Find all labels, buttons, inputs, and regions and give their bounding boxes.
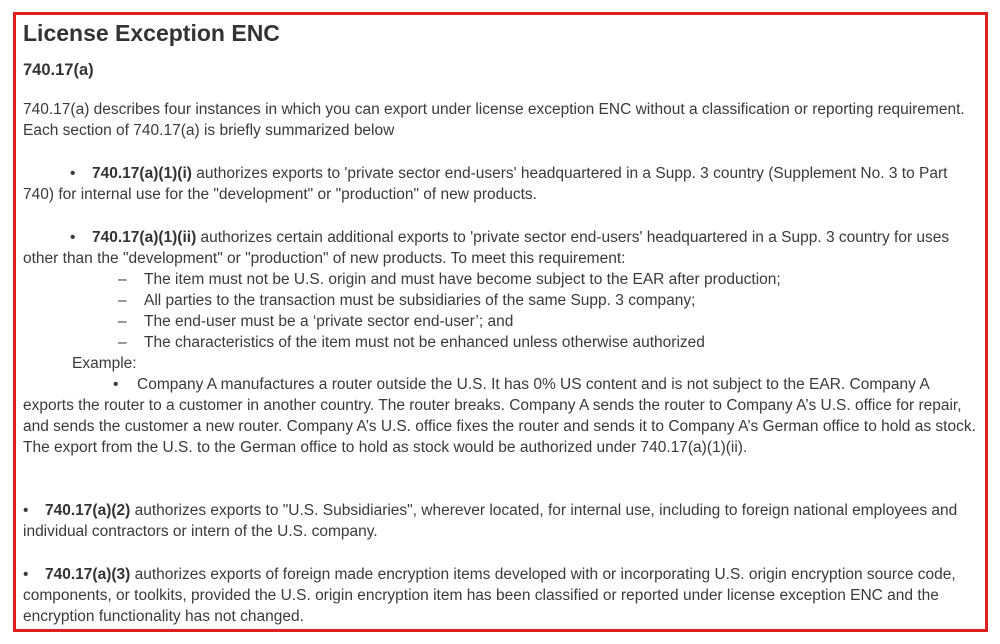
item-text: authorizes exports to 'private sector end-users' headquartered in a Supp. 3 country (Supplement No. 3 to Part 740) for internal use for the "development" or "production" of new products. [23, 165, 948, 203]
list-item-a3 [23, 564, 978, 627]
dash: – [118, 292, 127, 309]
requirement-item [23, 311, 978, 332]
requirement-text: The characteristics of the item must not be enhanced unless otherwise authorized [144, 334, 705, 351]
requirement-item [23, 290, 978, 311]
bullet: • [23, 502, 29, 519]
list-item-a1ii [23, 227, 978, 269]
list-item-a2 [23, 500, 978, 542]
requirement-text: The end-user must be a ‘private sector end-user’; and [144, 313, 514, 330]
document-body [23, 18, 978, 627]
reference: 740.17(a)(1)(ii) [92, 229, 197, 246]
item-text: authorizes exports of foreign made encryption items developed with or incorporating U.S. origin encryption source code, components, or toolkits, provided the U.S. origin encryption item has been classified or reported under license exception ENC and the encryption functionality has not changed. [23, 566, 956, 625]
reference: 740.17(a)(2) [45, 502, 131, 519]
requirement-text: All parties to the transaction must be subsidiaries of the same Supp. 3 company; [144, 292, 696, 309]
dash: – [118, 334, 127, 351]
dash: – [118, 313, 127, 330]
list-item-a1i [23, 163, 978, 205]
requirements-list [23, 269, 978, 353]
bullet: • [113, 376, 119, 393]
reference: 740.17(a)(3) [45, 566, 131, 583]
section-heading: 740.17(a) [23, 61, 94, 79]
dash: – [118, 271, 127, 288]
bullet: • [70, 229, 76, 246]
reference: 740.17(a)(1)(i) [92, 165, 192, 182]
item-text: authorizes exports to "U.S. Subsidiaries", wherever located, for internal use, including to foreign national employees and individual contractors or intern of the U.S. company. [23, 502, 958, 540]
requirement-item [23, 269, 978, 290]
example-label: Example: [72, 355, 137, 372]
example-text: Company A manufactures a router outside the U.S. It has 0% US content and is not subject to the EAR. Company A exports the router to a customer in another country. The router breaks. Company A sends the router to Company A’s U.S. office for repair, and sends the customer a new router. Company A’s U.S. office fixes the router and sends it to Company A’s German office to hold as stock. The export from the U.S. to the German office to hold as stock would be authorized under 740.17(a)(1)(ii). [23, 376, 976, 456]
bullet: • [23, 566, 29, 583]
item-text: authorizes certain additional exports to 'private sector end-users' headquartered in a Supp. 3 country for uses other than the "development" or "production" of new products. To meet this requirement: [23, 229, 950, 267]
intro-paragraph: 740.17(a) describes four instances in which you can export under license exception ENC without a classification or reporting requirement. Each section of 740.17(a) is briefly summarized below [23, 101, 965, 139]
page-title: License Exception ENC [23, 20, 280, 46]
requirement-text: The item must not be U.S. origin and must have become subject to the EAR after production; [144, 271, 781, 288]
bullet: • [70, 165, 76, 182]
requirement-item [23, 332, 978, 353]
example-paragraph [23, 374, 978, 458]
